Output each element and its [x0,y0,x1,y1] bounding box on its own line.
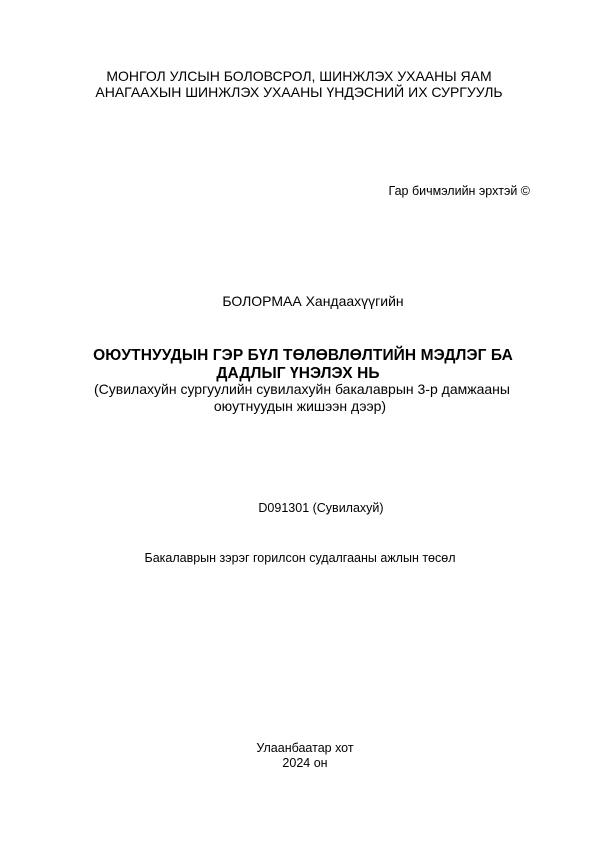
degree-description: Бакалаврын зэрэг горилсон судалгааны ажлын төсөл [144,551,456,565]
author-name: БОЛОРМАА Хандаахүүгийн [222,293,404,309]
institution-name-line-1: МОНГОЛ УЛСЫН БОЛОВСРОЛ, ШИНЖЛЭХ УХААНЫ ЯАМ [106,68,492,84]
thesis-subtitle-line-2: оюутнуудын жишээн дээр) [213,398,387,414]
year: 2024 он [282,756,328,770]
program-code: D091301 (Сувилахуй) [258,501,384,515]
thesis-title-line-2: ДАДЛЫГ ҮНЭЛЭХ НЬ [216,365,380,382]
city: Улаанбаатар хот [256,741,354,755]
thesis-title-line-1: ОЮУТНУУДЫН ГЭР БҮЛ ТӨЛӨВЛӨЛТИЙН МЭДЛЭГ БА [93,347,513,364]
thesis-subtitle-line-1: (Сувилахуйн сургуулийн сувилахуйн бакалаврын 3-р дамжааны [94,381,510,397]
copyright-notice: Гар бичмэлийн эрхтэй © [388,184,530,198]
institution-name-line-2: АНАГААХЫН ШИНЖЛЭХ УХААНЫ ҮНДЭСНИЙ ИХ СУРГУУЛЬ [95,84,503,100]
